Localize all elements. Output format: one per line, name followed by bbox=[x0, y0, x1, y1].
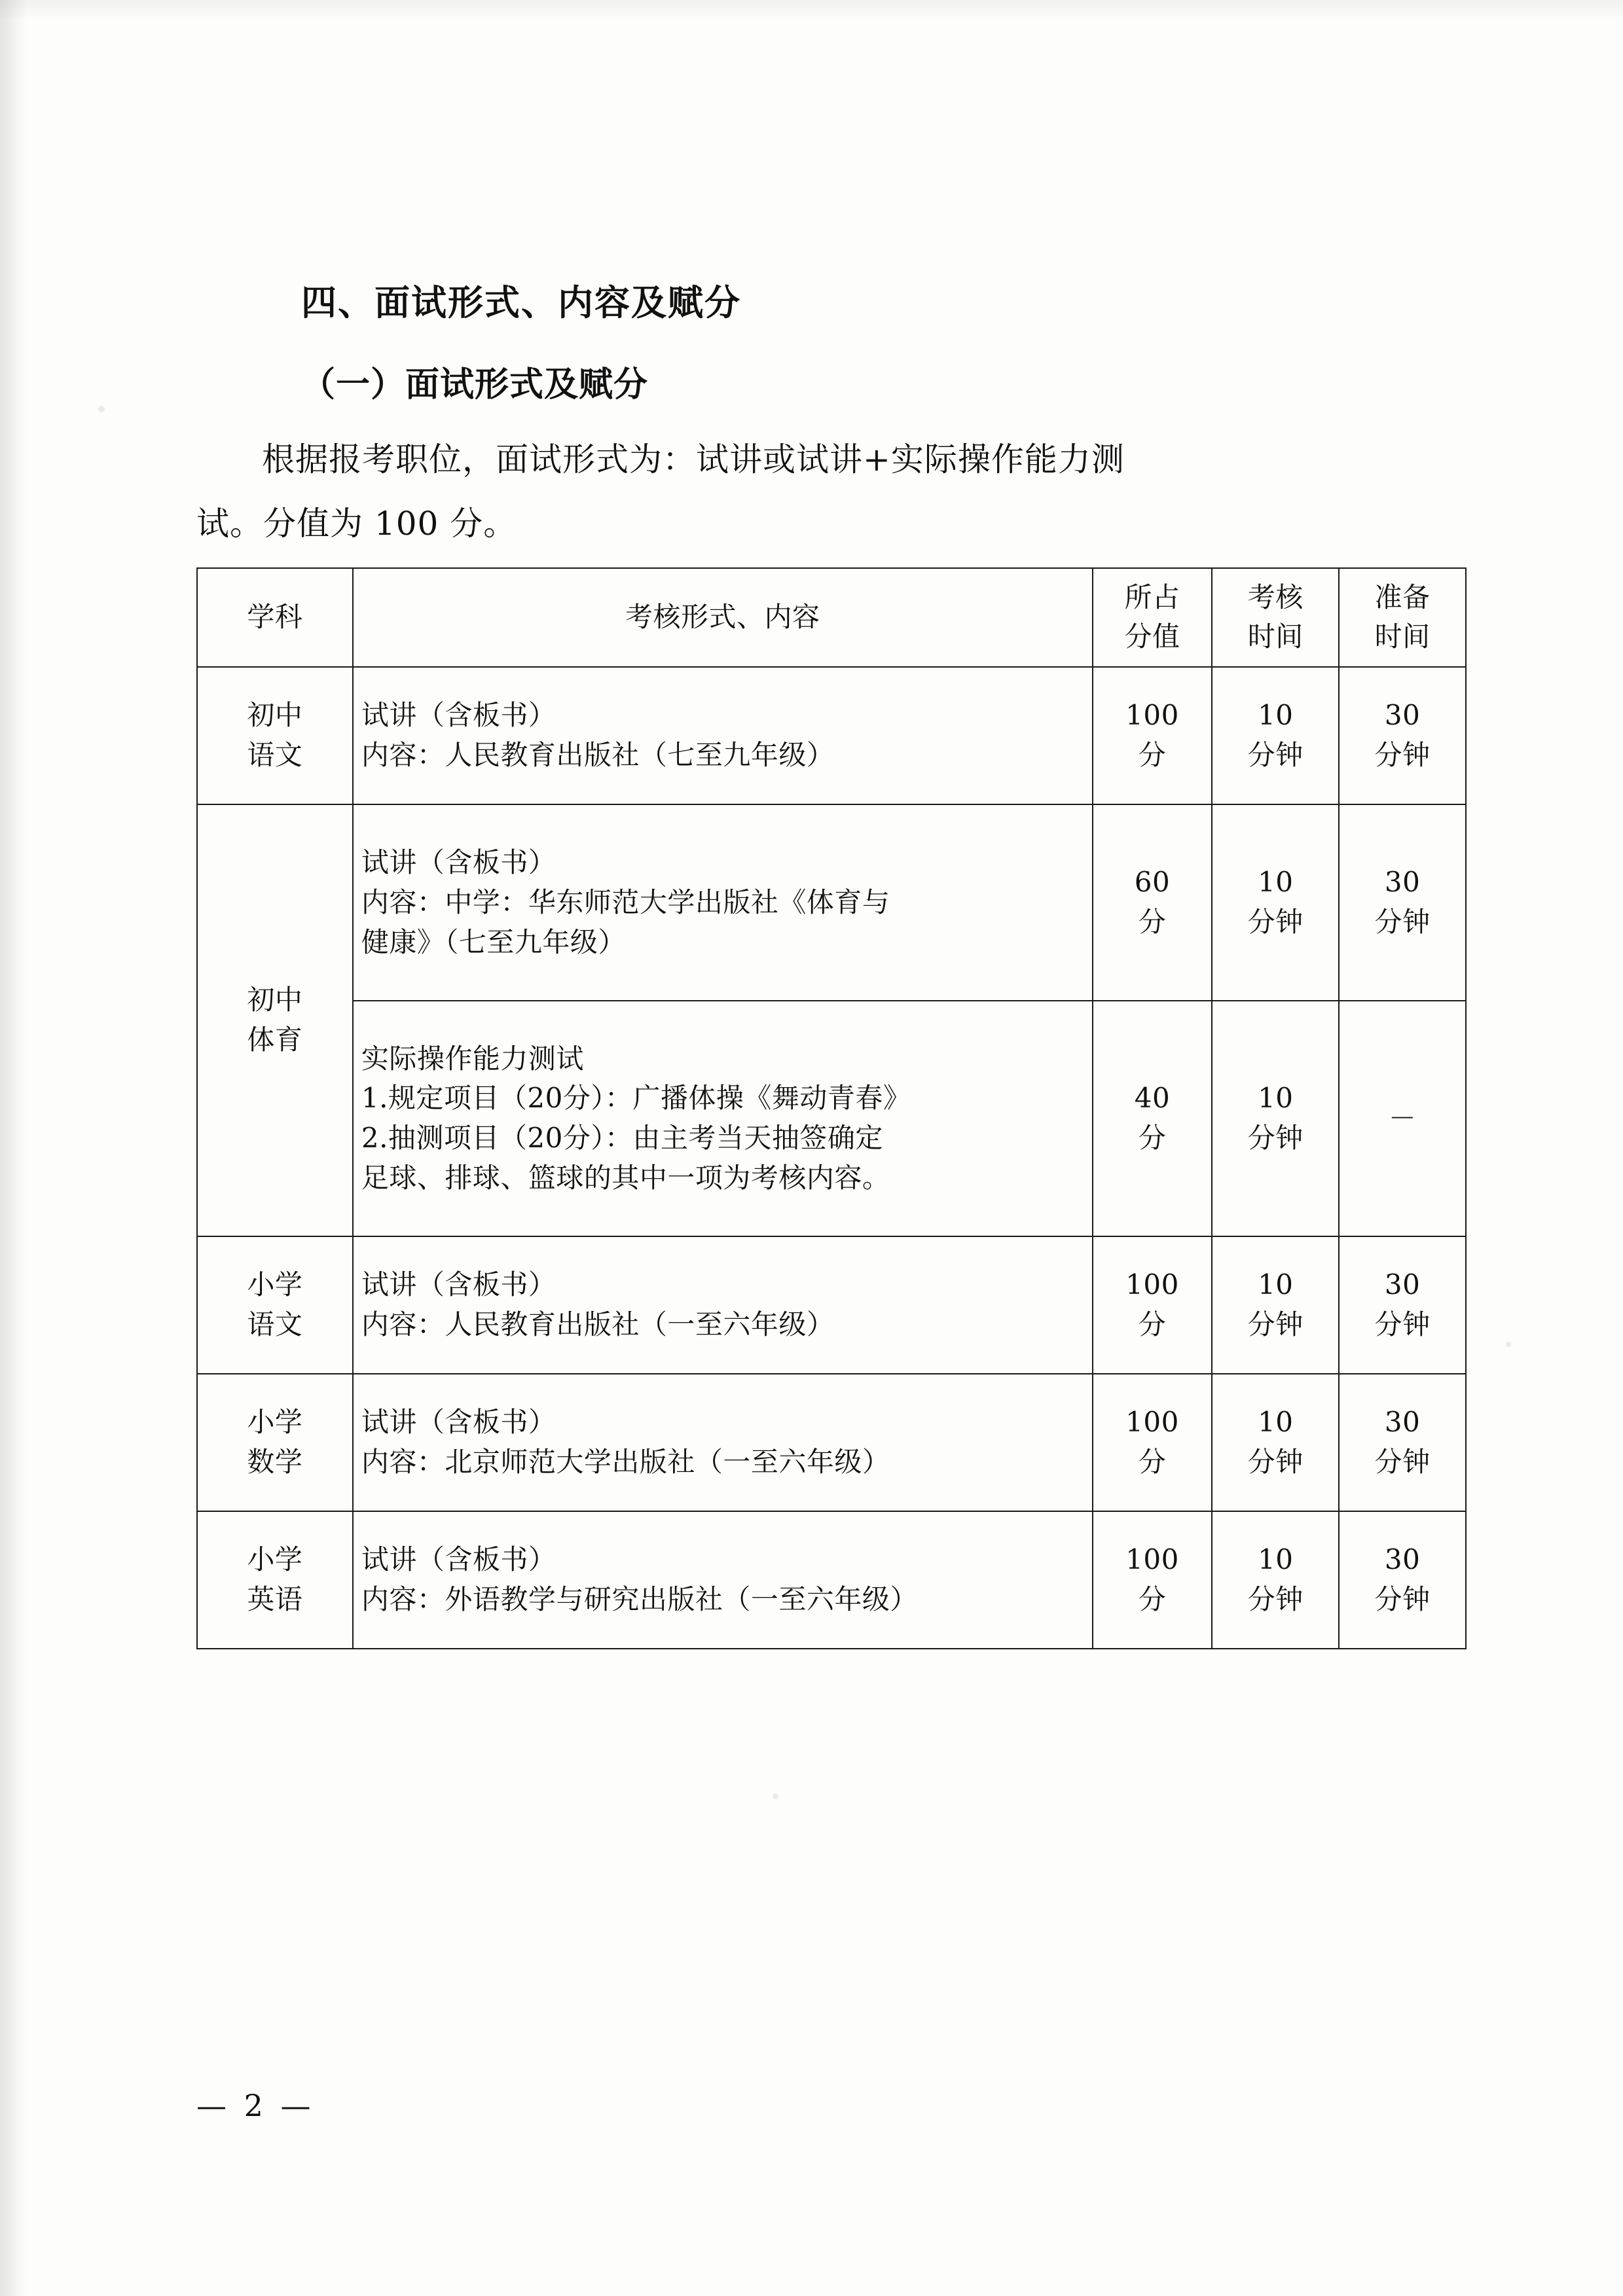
cell-exam-time bbox=[1212, 1374, 1339, 1511]
cell-score bbox=[1093, 1374, 1213, 1511]
page-number: — 2 — bbox=[196, 2088, 315, 2123]
header-exam-time bbox=[1212, 568, 1339, 668]
content-line: 实际操作能力测试 bbox=[361, 1042, 584, 1075]
header-prep-time-line-2: 时间 bbox=[1374, 620, 1431, 653]
cell-score bbox=[1093, 1001, 1213, 1236]
subject-line-2: 数学 bbox=[247, 1446, 303, 1479]
header-prep-time-line-1: 准备 bbox=[1374, 581, 1431, 613]
score-unit: 分 bbox=[1138, 1583, 1167, 1616]
scan-speck bbox=[1506, 1342, 1511, 1347]
score-value: 40 bbox=[1134, 1082, 1171, 1115]
content-line: 试讲（含板书） bbox=[361, 846, 556, 878]
header-prep-time bbox=[1339, 568, 1466, 668]
cell-score bbox=[1093, 1511, 1213, 1649]
subject-line-2: 语文 bbox=[247, 739, 303, 772]
subject-line-1: 初中 bbox=[247, 984, 303, 1016]
exam-time-value: 10 bbox=[1258, 1268, 1294, 1301]
prep-time-unit: 分钟 bbox=[1374, 1446, 1431, 1479]
cell-prep-time bbox=[1339, 1511, 1466, 1649]
content-line: 1.规定项目（20分）：广播体操《舞动青春》 bbox=[361, 1082, 911, 1115]
exam-time-unit: 分钟 bbox=[1247, 1308, 1304, 1341]
cell-subject bbox=[197, 1374, 353, 1511]
interview-format-table bbox=[196, 567, 1467, 1650]
sub-heading: （一）面试形式及赋分 bbox=[301, 365, 649, 404]
score-value: 100 bbox=[1125, 1268, 1179, 1301]
prep-time-unit: 分钟 bbox=[1374, 1583, 1431, 1616]
cell-prep-time bbox=[1339, 667, 1466, 804]
header-score-line-2: 分值 bbox=[1124, 620, 1180, 653]
score-unit: 分 bbox=[1138, 1122, 1167, 1155]
table-row bbox=[197, 804, 1466, 1001]
cell-prep-time bbox=[1339, 1236, 1466, 1374]
score-value: 60 bbox=[1134, 866, 1171, 899]
header-score-line-1: 所占 bbox=[1124, 581, 1180, 613]
document-body bbox=[196, 275, 1440, 1649]
subject-line-1: 小学 bbox=[247, 1268, 303, 1301]
score-unit: 分 bbox=[1138, 739, 1167, 772]
cell-subject bbox=[197, 1236, 353, 1374]
prep-time-value: 30 bbox=[1384, 1543, 1421, 1576]
subject-line-1: 小学 bbox=[247, 1406, 303, 1439]
cell-score bbox=[1093, 667, 1213, 804]
cell-prep-time bbox=[1339, 1374, 1466, 1511]
subject-line-2: 英语 bbox=[247, 1583, 303, 1616]
content-line: 试讲（含板书） bbox=[361, 1406, 556, 1439]
cell-content bbox=[353, 1001, 1093, 1236]
cell-content bbox=[353, 667, 1093, 804]
prep-time-value: 30 bbox=[1384, 1406, 1421, 1439]
intro-paragraph-line-1: 根据报考职位，面试形式为：试讲或试讲+实际操作能力测 bbox=[262, 440, 1125, 478]
header-content: 考核形式、内容 bbox=[353, 568, 1093, 668]
content-line: 健康》（七至九年级） bbox=[361, 925, 626, 958]
table-row bbox=[197, 1001, 1466, 1236]
score-value: 100 bbox=[1125, 1406, 1179, 1439]
prep-time-unit: 分钟 bbox=[1374, 906, 1431, 939]
exam-time-value: 10 bbox=[1258, 866, 1294, 899]
cell-exam-time bbox=[1212, 1001, 1339, 1236]
table-row bbox=[197, 1374, 1466, 1511]
scan-speck bbox=[98, 406, 105, 412]
cell-exam-time bbox=[1212, 1236, 1339, 1374]
cell-exam-time bbox=[1212, 667, 1339, 804]
content-line: 内容：人民教育出版社（七至九年级） bbox=[361, 739, 835, 772]
table-row bbox=[197, 1236, 1466, 1374]
scan-edge-shadow-left bbox=[0, 0, 26, 2296]
subject-line-2: 体育 bbox=[247, 1024, 303, 1056]
cell-score bbox=[1093, 804, 1213, 1001]
subject-line-1: 初中 bbox=[247, 699, 303, 732]
prep-time-value: 30 bbox=[1384, 1268, 1421, 1301]
intro-paragraph-line-2: 试。分值为 100 分。 bbox=[196, 504, 517, 543]
score-unit: 分 bbox=[1138, 1446, 1167, 1479]
content-line: 内容：人民教育出版社（一至六年级） bbox=[361, 1308, 835, 1341]
prep-time-value: 30 bbox=[1384, 699, 1421, 732]
exam-time-unit: 分钟 bbox=[1247, 906, 1304, 939]
score-value: 100 bbox=[1125, 1543, 1179, 1576]
content-line: 试讲（含板书） bbox=[361, 1268, 556, 1301]
content-line: 试讲（含板书） bbox=[361, 699, 556, 732]
exam-time-unit: 分钟 bbox=[1247, 1583, 1304, 1616]
cell-subject bbox=[197, 667, 353, 804]
content-line: 内容：中学：华东师范大学出版社《体育与 bbox=[361, 886, 890, 918]
cell-content bbox=[353, 1374, 1093, 1511]
cell-exam-time bbox=[1212, 1511, 1339, 1649]
subject-line-2: 语文 bbox=[247, 1308, 303, 1341]
cell-content bbox=[353, 1236, 1093, 1374]
score-unit: 分 bbox=[1138, 1308, 1167, 1341]
prep-time-value: － bbox=[1388, 1102, 1417, 1134]
exam-time-unit: 分钟 bbox=[1247, 1446, 1304, 1479]
content-line: 足球、排球、篮球的其中一项为考核内容。 bbox=[361, 1162, 890, 1194]
cell-subject bbox=[197, 804, 353, 1236]
exam-time-unit: 分钟 bbox=[1247, 1122, 1304, 1155]
exam-time-value: 10 bbox=[1258, 1406, 1294, 1439]
header-score bbox=[1093, 568, 1213, 668]
cell-prep-time bbox=[1339, 804, 1466, 1001]
header-exam-time-line-2: 时间 bbox=[1247, 620, 1304, 653]
cell-exam-time bbox=[1212, 804, 1339, 1001]
score-unit: 分 bbox=[1138, 906, 1167, 939]
subject-line-1: 小学 bbox=[247, 1543, 303, 1576]
score-value: 100 bbox=[1125, 699, 1179, 732]
cell-prep-time bbox=[1339, 1001, 1466, 1236]
cell-content bbox=[353, 804, 1093, 1001]
scan-edge-shadow-top bbox=[0, 0, 1623, 20]
cell-content bbox=[353, 1511, 1093, 1649]
header-exam-time-line-1: 考核 bbox=[1247, 581, 1304, 613]
content-line: 试讲（含板书） bbox=[361, 1543, 556, 1576]
table-row bbox=[197, 1511, 1466, 1649]
prep-time-unit: 分钟 bbox=[1374, 1308, 1431, 1341]
prep-time-unit: 分钟 bbox=[1374, 739, 1431, 772]
content-line: 内容：外语教学与研究出版社（一至六年级） bbox=[361, 1583, 918, 1616]
exam-time-value: 10 bbox=[1258, 1082, 1294, 1115]
cell-subject bbox=[197, 1511, 353, 1649]
cell-score bbox=[1093, 1236, 1213, 1374]
table-header-row bbox=[197, 568, 1466, 668]
header-subject: 学科 bbox=[197, 568, 353, 668]
table-row bbox=[197, 667, 1466, 804]
scan-speck bbox=[773, 1793, 778, 1799]
exam-time-unit: 分钟 bbox=[1247, 739, 1304, 772]
exam-time-value: 10 bbox=[1258, 1543, 1294, 1576]
exam-time-value: 10 bbox=[1258, 699, 1294, 732]
section-heading: 四、面试形式、内容及赋分 bbox=[301, 281, 741, 323]
prep-time-value: 30 bbox=[1384, 866, 1421, 899]
content-line: 2.抽测项目（20分）：由主考当天抽签确定 bbox=[361, 1122, 883, 1155]
content-line: 内容：北京师范大学出版社（一至六年级） bbox=[361, 1446, 890, 1479]
